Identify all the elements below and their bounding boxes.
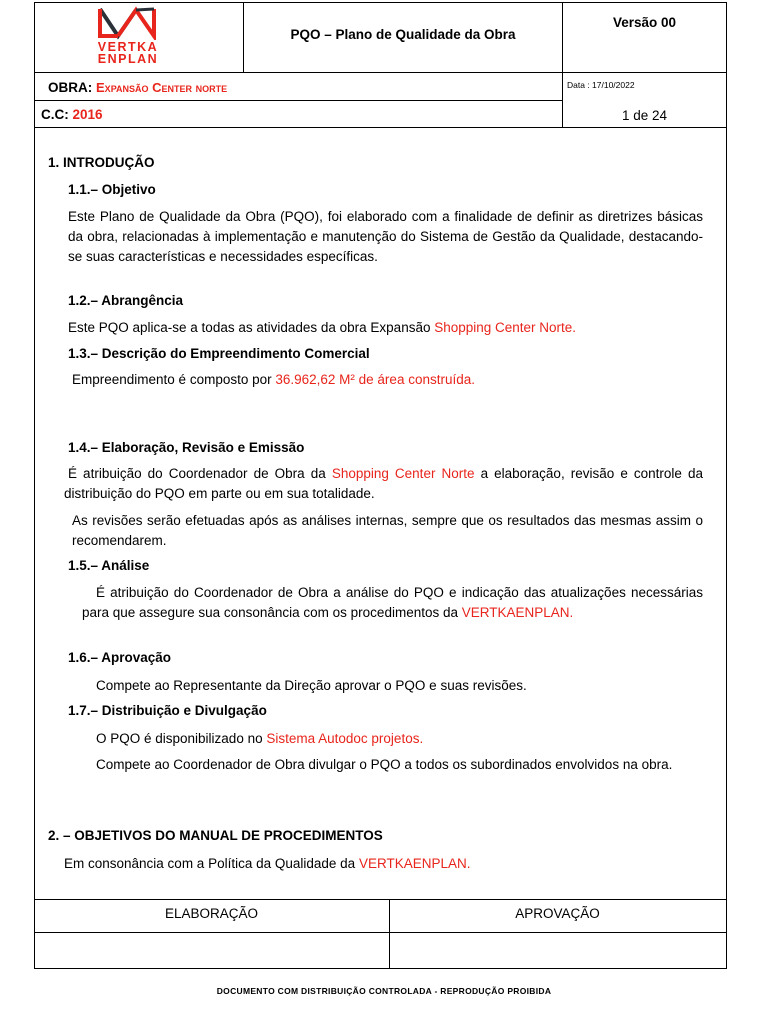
section-1-6-text: Compete ao Representante da Direção aprovar o PQO e suas revisões. [96,678,527,693]
elaboracao-label: ELABORAÇÃO [164,906,259,921]
obra-field [48,80,227,95]
obra-label: OBRA: [48,80,93,95]
section-1-2-text: Este PQO aplica-se a todas as atividades da obra Expansão [68,320,435,335]
section-1-2-paragraph [68,318,703,338]
section-1-3-highlight: 36.962,62 M² de área construída. [275,372,475,387]
logo-text-line2: ENPLAN [97,52,159,66]
cc-field [41,107,103,122]
section-1-5-title: 1.5.– Análise [68,558,150,573]
document-title: PQO – Plano de Qualidade da Obra [290,27,516,42]
section-1-2-highlight: Shopping Center Norte. [434,320,577,335]
aprovacao-label: APROVAÇÃO [515,906,600,921]
section-1-4-text-b: a elaboração, revisão e controle da distribuição do PQO em parte ou em sua totalidade. [64,466,703,501]
section-1-1-text: Este Plano de Qualidade da Obra (PQO), foi elaborado com a finalidade de definir as diretrizes básicas da obra, relacionadas à implementação e manutenção do Sistema de Gestão da Qualidade, destacando-se suas características e necessidades específicas. [68,209,703,264]
section-1-4-text2: As revisões serão efetuadas após as análises internas, sempre que os resultados das mesmas assim o recomendarem. [72,513,703,548]
cc-label: C.C: [41,107,69,122]
section-1-2-title: 1.2.– Abrangência [68,293,184,308]
obra-value: Expansão Center norte [96,80,228,95]
section-1-7-title: 1.7.– Distribuição e Divulgação [68,703,267,718]
controlled-distribution-note: DOCUMENTO COM DISTRIBUIÇÃO CONTROLADA - REPRODUÇÃO PROIBIDA [216,986,552,996]
section-1-4-text-a: É atribuição do Coordenador de Obra da [68,466,332,481]
section-2-paragraph [64,854,703,874]
aprovacao-signature-cell[interactable] [390,933,726,968]
section-2-text: Em consonância com a Política da Qualidade da [64,856,359,871]
elaboracao-signature-cell[interactable] [35,933,389,968]
section-1-7-highlight: Sistema Autodoc projetos. [266,731,424,746]
section-1-5-paragraph [82,583,703,623]
section-1-4-paragraph [64,464,703,504]
section-1-4-highlight: Shopping Center Norte [331,466,475,481]
cc-value: 2016 [72,107,103,122]
section-1-3-paragraph [72,370,703,390]
logo-mark-icon [96,6,158,40]
section-1-4-title: 1.4.– Elaboração, Revisão e Emissão [68,440,305,455]
document-version: Versão 00 [612,15,677,30]
section-1-6-title: 1.6.– Aprovação [68,650,172,665]
logo-text-line1: VERTKA [97,40,159,54]
section-1-1-title: 1.1.– Objetivo [68,182,156,197]
section-1-3-title: 1.3.– Descrição do Empreendimento Comercial [68,346,370,361]
section-1-5-highlight: VERTKAENPLAN. [461,605,574,620]
section-1-5-text: É atribuição do Coordenador de Obra a análise do PQO e indicação das atualizações necessárias para que assegure sua consonância com os procedimentos da [82,585,703,620]
section-2-title: 2. – OBJETIVOS DO MANUAL DE PROCEDIMENTOS [48,828,383,843]
section-1-title: 1. INTRODUÇÃO [48,155,155,170]
section-2-highlight: VERTKAENPLAN. [358,856,471,871]
document-date: Data : 17/10/2022 [567,80,635,90]
section-1-7-text: O PQO é disponibilizado no [96,731,267,746]
section-1-7-text2: Compete ao Coordenador de Obra divulgar o PQO a todos os subordinados envolvidos na obra. [96,757,673,772]
section-1-3-text: Empreendimento é composto por [72,372,276,387]
section-1-7-paragraph [96,729,703,749]
page-number: 1 de 24 [621,108,668,123]
